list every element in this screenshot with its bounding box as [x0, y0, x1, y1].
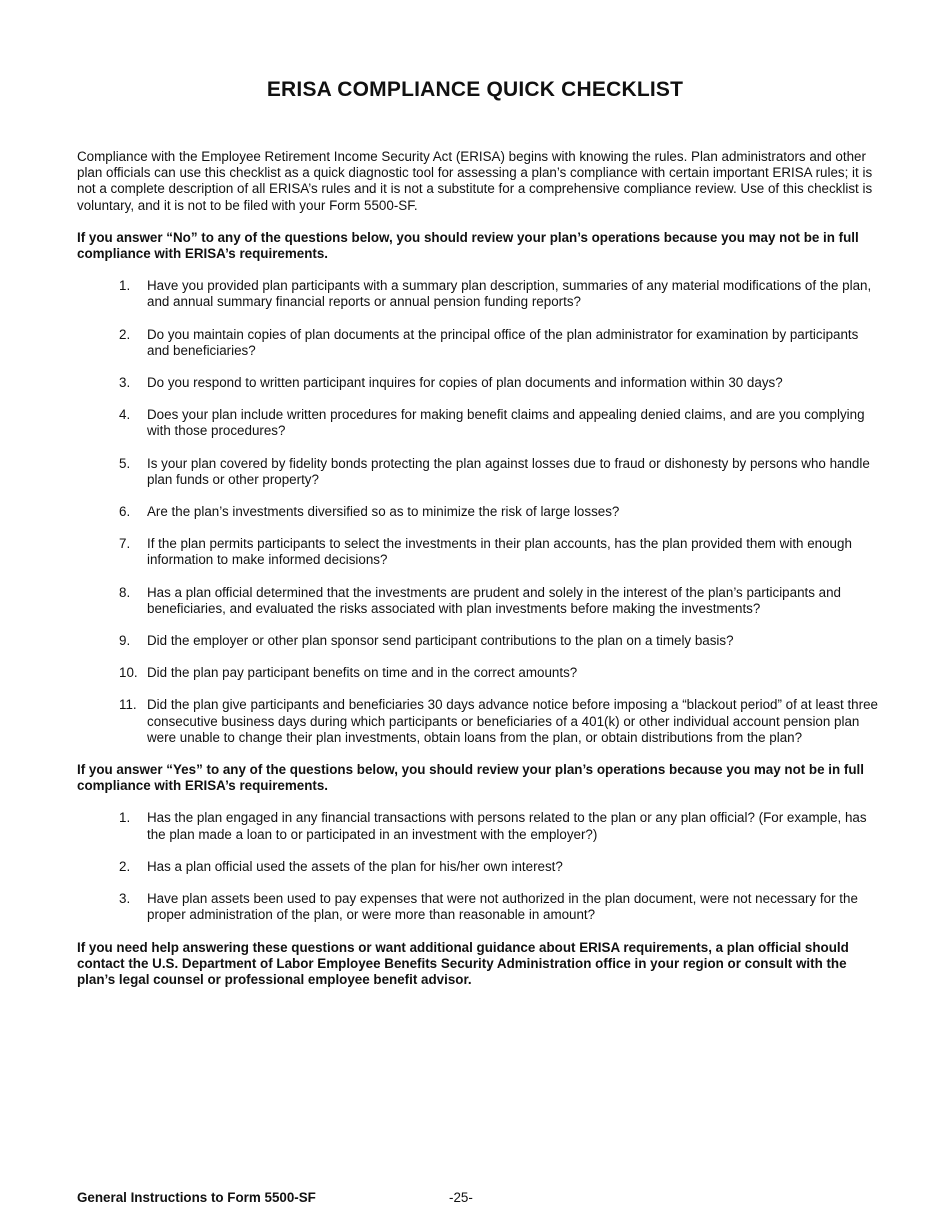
item-text: Do you respond to written participant inquires for copies of plan documents and information within 30 days? [147, 375, 783, 391]
no-section-heading: If you answer “No” to any of the questions below, you should review your plan’s operations because you may not be in full compliance with ERISA’s requirements. [77, 229, 859, 262]
item-number: 9. [119, 633, 131, 649]
item-number: 8. [119, 584, 131, 600]
item-number: 7. [119, 536, 131, 552]
item-number: 5. [119, 455, 131, 471]
item-number: 2. [119, 858, 131, 874]
list-item [77, 327, 880, 359]
list-item [77, 633, 880, 649]
item-text: Is your plan covered by fidelity bonds protecting the plan against losses due to fraud or dishonesty by persons who handle plan funds or other property? [147, 455, 870, 487]
list-item [77, 585, 880, 617]
list-item [77, 891, 880, 923]
item-number: 10. [119, 665, 138, 681]
list-item [77, 697, 880, 746]
list-item [77, 665, 880, 681]
yes-questions-list [77, 810, 880, 923]
item-text: Has a plan official used the assets of the plan for his/her own interest? [147, 858, 563, 874]
list-item [77, 278, 880, 310]
item-text: Did the plan give participants and beneficiaries 30 days advance notice before imposing a “blackout period” of at least three consecutive business days during which participants or beneficiaries of a 401(k) or other individual account pension plan were unable to change their plan investments, obtain loans from the plan, or obtain distributions from the plan? [147, 697, 878, 745]
list-item [77, 536, 880, 568]
item-text: Do you maintain copies of plan documents at the principal office of the plan administrator for examination by participants and beneficiaries? [147, 326, 859, 358]
list-item [77, 504, 880, 520]
item-number: 11. [119, 697, 137, 713]
list-item [77, 375, 880, 391]
item-text: Has the plan engaged in any financial transactions with persons related to the plan or any plan official? (For example, has the plan made a loan to or participated in an investment with the employer?) [147, 810, 867, 842]
item-text: Have plan assets been used to pay expenses that were not authorized in the plan document, were not necessary for the proper administration of the plan, or were more than reasonable in amount? [147, 891, 858, 923]
list-item [77, 456, 880, 488]
page-title: ERISA COMPLIANCE QUICK CHECKLIST [266, 78, 684, 101]
item-number: 1. [119, 278, 131, 294]
item-text: Have you provided plan participants with a summary plan description, summaries of any material modifications of the plan, and annual summary financial reports or annual pension funding reports? [147, 278, 872, 310]
list-item [77, 810, 880, 842]
item-number: 3. [119, 375, 131, 391]
item-text: Did the employer or other plan sponsor send participant contributions to the plan on a timely basis? [147, 633, 734, 649]
closing-paragraph: If you need help answering these questions or want additional guidance about ERISA requirements, a plan official should contact the U.S. Department of Labor Employee Benefits Security Administration office in your region or consult with the plan’s legal counsel or professional employee benefit advisor. [77, 939, 849, 987]
yes-section-heading: If you answer “Yes” to any of the questions below, you should review your plan’s operations because you may not be in full compliance with ERISA’s requirements. [77, 762, 864, 794]
item-number: 4. [119, 407, 131, 423]
item-text: Are the plan’s investments diversified so as to minimize the risk of large losses? [147, 504, 620, 520]
item-number: 2. [119, 326, 131, 342]
item-text: Has a plan official determined that the investments are prudent and solely in the interest of the plan’s participants and beneficiaries, and evaluated the risks associated with plan investments before making the investments? [147, 584, 842, 616]
intro-paragraph: Compliance with the Employee Retirement Income Security Act (ERISA) begins with knowing the rules. Plan administrators and other plan officials can use this checklist as a quick diagnostic tool for assessing a plan’s compliance with certain important ERISA rules; it is not a complete description of all ERISA’s rules and it is not a substitute for a comprehensive compliance review. Use of this checklist is voluntary, and it is not to be filed with your Form 5500-SF. [77, 149, 873, 213]
no-questions-list [77, 278, 880, 746]
item-text: If the plan permits participants to select the investments in their plan accounts, has the plan provided them with enough information to make informed decisions? [147, 536, 852, 568]
item-text: Does your plan include written procedures for making benefit claims and appealing denied claims, and are you complying with those procedures? [147, 407, 865, 439]
item-number: 1. [119, 810, 131, 826]
item-number: 6. [119, 504, 131, 520]
list-item [77, 859, 880, 875]
checklist-content [77, 149, 880, 1004]
item-number: 3. [119, 891, 131, 907]
page-number: -25- [449, 1190, 473, 1205]
item-text: Did the plan pay participant benefits on time and in the correct amounts? [147, 665, 578, 681]
footer-title: General Instructions to Form 5500-SF [77, 1190, 316, 1205]
list-item [77, 407, 880, 439]
